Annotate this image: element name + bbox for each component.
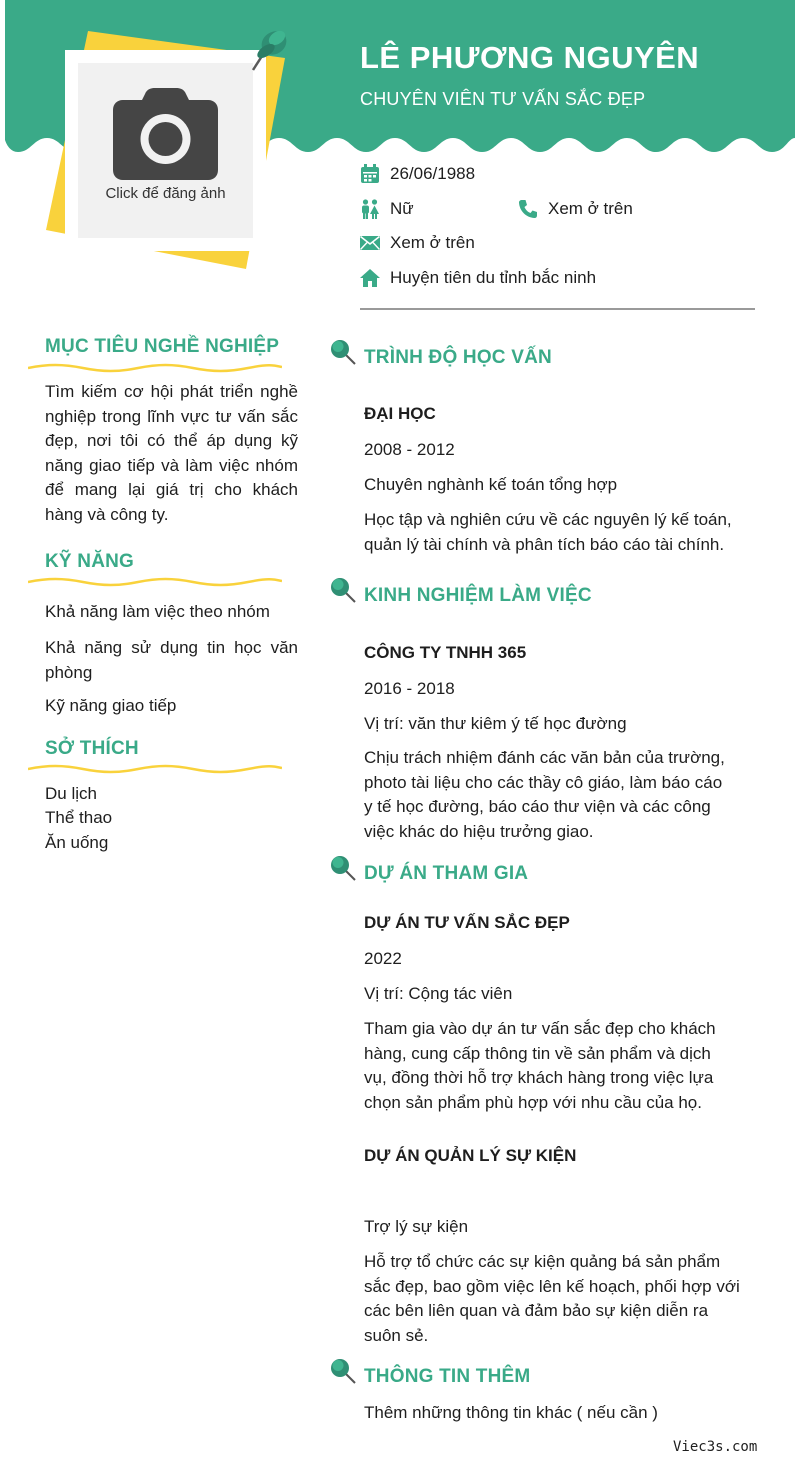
objective-heading: MỤC TIÊU NGHỀ NGHIỆP — [45, 336, 280, 357]
birthday-row — [360, 164, 475, 184]
education-period: 2008 - 2012 — [364, 440, 455, 459]
address-row — [360, 268, 596, 288]
hobbies-heading: SỞ THÍCH — [45, 738, 139, 759]
address-value: Huyện tiên du tỉnh bắc ninh — [390, 268, 597, 287]
pin-icon — [329, 854, 357, 882]
wavy-divider — [28, 362, 282, 376]
experience-company: CÔNG TY TNHH 365 — [364, 643, 527, 662]
education-school: ĐẠI HỌC — [364, 404, 436, 423]
experience-description: Chịu trách nhiệm đánh các văn bản của trường, photo tài liệu cho các thầy cô giáo, làm báo cáo y tế học đường, báo cáo thư viện và các công việc khác do hiệu trưởng giao. — [364, 748, 725, 841]
hobby-item: Ăn uống — [45, 833, 109, 852]
pin-icon — [329, 576, 357, 604]
project-description: Hỗ trợ tổ chức các sự kiện quảng bá sản phẩm sắc đẹp, bao gồm việc lên kế hoạch, phối hợp với các bên liên quan và đảm bảo sự kiện diễn ra suôn sẻ. — [364, 1252, 740, 1345]
education-description: Học tập và nghiên cứu về các nguyên lý kế toán, quản lý tài chính và phân tích báo cáo tài chính. — [364, 510, 732, 554]
education-major: Chuyên nghành kế toán tổng hợp — [364, 475, 618, 494]
contact-divider — [360, 308, 755, 310]
birthday-value: 26/06/1988 — [390, 164, 476, 183]
project-period: 2022 — [364, 949, 402, 968]
watermark: Viec3s.com — [673, 1439, 758, 1455]
phone-row — [518, 199, 633, 219]
email-value: Xem ở trên — [390, 233, 475, 252]
email-icon — [360, 233, 380, 253]
skill-item: Khả năng sử dụng tin học văn phòng — [45, 638, 298, 682]
email-row — [360, 233, 475, 253]
gender-value: Nữ — [390, 199, 414, 218]
additional-text: Thêm những thông tin khác ( nếu cần ) — [364, 1403, 658, 1422]
gender-icon — [360, 199, 380, 219]
hobby-item: Thể thao — [45, 808, 113, 827]
skills-heading: KỸ NĂNG — [45, 551, 135, 572]
projects-heading: DỰ ÁN THAM GIA — [364, 863, 529, 884]
candidate-name: LÊ PHƯƠNG NGUYÊN — [360, 40, 700, 75]
experience-heading: KINH NGHIỆM LÀM VIỆC — [364, 585, 592, 606]
objective-text: Tìm kiếm cơ hội phát triển nghề nghiệp trong lĩnh vực tư vấn sắc đẹp, nơi tôi có thể áp dụng kỹ năng giao tiếp và làm việc nhóm để mang lại giá trị cho khách hàng và công ty. — [45, 382, 298, 524]
calendar-icon — [360, 164, 380, 184]
wavy-divider — [28, 576, 282, 590]
experience-period: 2016 - 2018 — [364, 679, 455, 698]
camera-icon — [113, 88, 218, 180]
wavy-divider — [28, 763, 282, 777]
education-heading: TRÌNH ĐỘ HỌC VẤN — [364, 347, 552, 368]
pin-icon — [329, 1357, 357, 1385]
pin-icon — [329, 338, 357, 366]
skill-item: Kỹ năng giao tiếp — [45, 696, 177, 715]
phone-value: Xem ở trên — [548, 199, 633, 218]
gender-row — [360, 199, 414, 219]
additional-heading: THÔNG TIN THÊM — [364, 1366, 531, 1387]
project-description: Tham gia vào dự án tư vấn sắc đẹp cho khách hàng, cung cấp thông tin về sản phẩm và dịch vụ, đồng thời hỗ trợ khách hàng trong việc lựa chọn sản phẩm phù hợp với nhu cầu của họ. — [364, 1019, 716, 1112]
photo-label: Click để đăng ảnh — [105, 185, 226, 202]
experience-position: Vị trí: văn thư kiêm ý tế học đường — [364, 714, 627, 733]
job-title: CHUYÊN VIÊN TƯ VẤN SẮC ĐẸP — [360, 89, 646, 109]
home-icon — [360, 268, 380, 288]
skill-item: Khả năng làm việc theo nhóm — [45, 602, 270, 621]
project-position: Vị trí: Cộng tác viên — [364, 984, 513, 1003]
thumbtack-icon — [248, 24, 294, 74]
hobby-item: Du lịch — [45, 784, 97, 803]
photo-upload[interactable] — [78, 63, 253, 238]
project-name: DỰ ÁN QUẢN LÝ SỰ KIỆN — [364, 1146, 577, 1165]
phone-icon — [518, 199, 538, 219]
project-position: Trợ lý sự kiện — [364, 1217, 469, 1236]
project-name: DỰ ÁN TƯ VẤN SẮC ĐẸP — [364, 913, 570, 932]
